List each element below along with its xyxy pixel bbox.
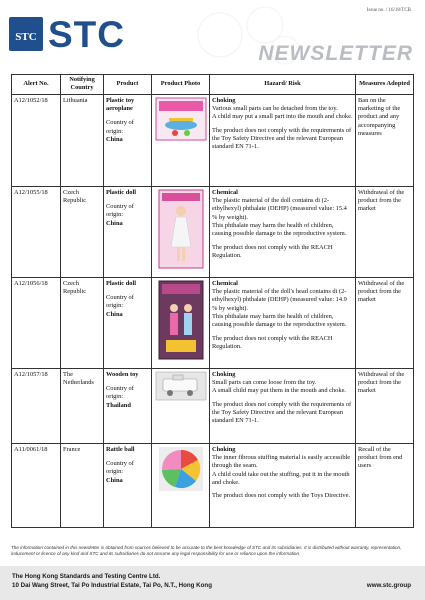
hazard-text: The inner fibrous stuffing material is easily accessible through the seam. A child could take out the stuffing, put it in the mouth and choke. xyxy=(212,453,351,486)
hazard-cell xyxy=(210,368,356,443)
alert-no: A12/1056/18 xyxy=(12,277,61,368)
origin-label: Country of origin: xyxy=(106,202,134,219)
header-hazard-risk: Hazard/ Risk xyxy=(210,75,356,95)
plastic-doll-photo xyxy=(158,189,204,269)
hazard-title: Choking xyxy=(212,370,236,378)
company-name: The Hong Kong Standards and Testing Centre Ltd. xyxy=(12,573,161,580)
alert-no: A11/0061/18 xyxy=(12,443,61,527)
toy-aeroplane-photo xyxy=(155,97,207,141)
header-product-photo: Product Photo xyxy=(152,75,210,95)
hazard-cell xyxy=(210,277,356,368)
notifying-country: The Netherlands xyxy=(61,368,104,443)
product-photo-cell xyxy=(152,443,210,527)
product-photo-cell xyxy=(152,186,210,277)
page-header xyxy=(0,0,425,70)
product-name: Plastic toy aeroplane xyxy=(106,96,135,112)
page-footer xyxy=(0,566,425,600)
origin-label: Country of origin: xyxy=(106,384,134,401)
notifying-country: France xyxy=(61,443,104,527)
product-cell xyxy=(104,186,152,277)
alerts-table xyxy=(11,74,414,528)
hazard-text: Small parts can come loose from the toy. A small child may put them in the mouth and choke. xyxy=(212,378,347,395)
origin-country: China xyxy=(106,219,123,227)
hazard-title: Choking xyxy=(212,445,236,453)
product-cell xyxy=(104,277,152,368)
origin-country: China xyxy=(106,310,123,318)
wooden-toy-photo xyxy=(155,371,207,401)
header-alert-no: Alert No. xyxy=(12,75,61,95)
table-row xyxy=(12,443,414,527)
hazard-title: Chemical xyxy=(212,188,238,196)
origin-country: Thailand xyxy=(106,401,131,409)
origin-label: Country of origin: xyxy=(106,459,134,476)
notifying-country: Lithuania xyxy=(61,94,104,186)
measures-adopted: Recall of the product from end users xyxy=(356,443,414,527)
table-header-row xyxy=(12,75,414,95)
compliance-text: The product does not comply with the REACH Regulation. xyxy=(212,334,333,350)
plastic-doll-photo xyxy=(158,280,204,360)
origin-label: Country of origin: xyxy=(106,119,134,135)
alert-no: A12/1052/18 xyxy=(12,94,61,186)
product-name: Rattle ball xyxy=(106,445,135,453)
product-cell xyxy=(104,94,152,186)
issue-number: Issue no. / 16/18/TCB xyxy=(366,8,411,13)
website-link[interactable]: www.stc.group xyxy=(366,582,411,589)
table-row xyxy=(12,277,414,368)
product-photo-cell xyxy=(152,277,210,368)
header-notifying-country: Notifying Country xyxy=(61,75,104,95)
product-name: Plastic doll xyxy=(106,279,136,287)
rattle-ball-photo xyxy=(158,446,204,492)
notifying-country: Czech Republic xyxy=(61,186,104,277)
table-row xyxy=(12,186,414,277)
table-row xyxy=(12,94,414,186)
hazard-cell xyxy=(210,94,356,186)
origin-label: Country of origin: xyxy=(106,293,134,310)
origin-country: China xyxy=(106,135,123,143)
stc-logo-text: STC xyxy=(48,14,125,55)
alert-no: A12/1055/18 xyxy=(12,186,61,277)
compliance-text: The product does not comply with the requirements of the Toy Safety Directive and the relevant European standard EN 71-1. xyxy=(212,126,352,151)
compliance-text: The product does not comply with the REACH Regulation. xyxy=(212,243,333,259)
measures-adopted: Withdrawal of the product from the market xyxy=(356,277,414,368)
hazard-title: Choking xyxy=(212,96,236,104)
product-photo-cell xyxy=(152,94,210,186)
header-product: Product xyxy=(104,75,152,95)
origin-country: China xyxy=(106,476,123,484)
product-photo-cell xyxy=(152,368,210,443)
company-address: 10 Dai Wang Street, Tai Po Industrial Estate, Tai Po, N.T., Hong Kong xyxy=(12,582,212,589)
compliance-text: The product does not comply with the requirements of the Toy Safety Directive and the relevant European standard EN 71-1. xyxy=(212,400,352,425)
product-cell xyxy=(104,443,152,527)
disclaimer-text: The information contained in this newsletter is obtained from sources believed to be accurate to the best knowledge of STC and its subsidiaries. It is distributed without warranty, representation, inducement or licence of any kind and STC and its subsidiaries do not assume any legal responsibility for use or reliance upon the information. xyxy=(11,545,402,556)
logo-mark-text: STC xyxy=(15,31,37,43)
measures-adopted: Withdrawal of the product from the market xyxy=(356,368,414,443)
stc-logo-mark xyxy=(9,17,43,51)
notifying-country: Czech Republic xyxy=(61,277,104,368)
product-cell xyxy=(104,368,152,443)
table-row xyxy=(12,368,414,443)
newsletter-title: NEWSLETTER xyxy=(258,42,413,65)
product-name: Wooden toy xyxy=(106,370,139,378)
hazard-text: The plastic material of the doll's head contains di (2-ethylhexyl) phthalate (DEHP) (measured value: 14.9 % by weight). This phthalate may harm the health of children, causing possible damage to the reproductive system. xyxy=(212,287,347,329)
hazard-text: The plastic material of the doll contains di (2-ethylhexyl) phthalate (DEHP) (measured value: 15.4 % by weight). This phthalate may harm the health of children, causing possible damage to the reproductive system. xyxy=(212,196,347,238)
measures-adopted: Withdrawal of the product from the market xyxy=(356,186,414,277)
hazard-cell xyxy=(210,443,356,527)
header-measures-adopted: Measures Adopted xyxy=(356,75,414,95)
hazard-text: Various small parts can be detached from the toy. A child may put a small part into the mouth and choke. xyxy=(212,104,353,121)
hazard-title: Chemical xyxy=(212,279,238,287)
measures-adopted: Ban on the marketing of the product and any accompanying measures xyxy=(356,94,414,186)
alert-no: A12/1057/18 xyxy=(12,368,61,443)
hazard-cell xyxy=(210,186,356,277)
product-name: Plastic doll xyxy=(106,188,136,196)
compliance-text: The product does not comply with the Toys Directive. xyxy=(212,492,351,500)
